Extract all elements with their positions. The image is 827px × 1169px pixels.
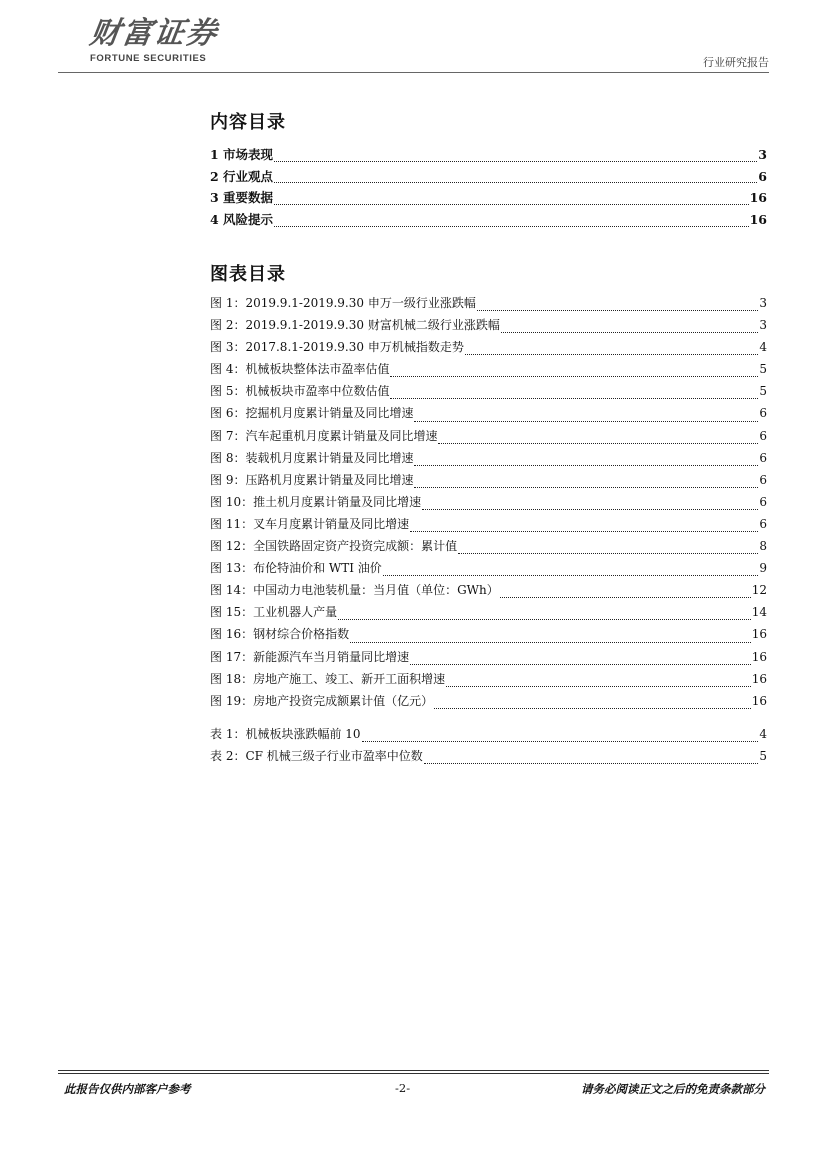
- figures-title: 图表目录: [210, 264, 286, 285]
- dot-leader: [414, 487, 758, 488]
- toc-entry-page: 6: [759, 406, 767, 421]
- toc-entry-page: 6: [759, 494, 767, 509]
- toc-entry[interactable]: [210, 515, 767, 537]
- figures-list: [210, 294, 767, 714]
- dot-leader: [383, 575, 759, 576]
- toc-entry[interactable]: [210, 725, 767, 747]
- dot-leader: [501, 332, 759, 333]
- toc-entry-label: 图 19：房地产投资完成额累计值（亿元）: [210, 693, 434, 708]
- toc-entry[interactable]: [210, 559, 767, 581]
- toc-entry-page: 9: [759, 561, 767, 576]
- page-number: -2-: [395, 1081, 411, 1095]
- toc-entry[interactable]: [210, 581, 767, 603]
- dot-leader: [410, 531, 758, 532]
- tables-list: [210, 725, 767, 769]
- contents-section: [210, 108, 767, 134]
- toc-entry-label: 图 9：压路机月度累计销量及同比增速: [210, 472, 414, 487]
- toc-entry[interactable]: [210, 747, 767, 769]
- dot-leader: [434, 708, 751, 709]
- dot-leader: [446, 686, 751, 687]
- dot-leader: [422, 509, 758, 510]
- toc-entry-page: 3: [759, 318, 767, 333]
- toc-entry[interactable]: [210, 360, 767, 382]
- contents-list: [210, 145, 767, 232]
- toc-entry[interactable]: [210, 404, 767, 426]
- dot-leader: [465, 354, 759, 355]
- toc-entry-page: 14: [751, 605, 767, 620]
- toc-entry[interactable]: [210, 294, 767, 316]
- toc-entry-label: 图 7：汽车起重机月度累计销量及同比增速: [210, 428, 438, 443]
- toc-entry[interactable]: [210, 167, 767, 189]
- toc-entry-label: 图 1：2019.9.1-2019.9.30 申万一级行业涨跌幅: [210, 296, 476, 310]
- toc-entry[interactable]: [210, 210, 767, 232]
- toc-entry-label: 图 5：机械板块市盈率中位数估值: [210, 384, 390, 399]
- toc-entry-label: 表 1：机械板块涨跌幅前 10: [210, 727, 361, 741]
- toc-entry-page: 6: [758, 168, 767, 184]
- toc-entry[interactable]: [210, 449, 767, 471]
- report-type-label: 行业研究报告: [703, 56, 769, 69]
- toc-entry-page: 5: [759, 749, 767, 764]
- toc-entry-page: 5: [759, 384, 767, 399]
- contents-title: 内容目录: [210, 112, 286, 133]
- toc-entry-label: 图 2：2019.9.1-2019.9.30 财富机械二级行业涨跌幅: [210, 318, 500, 333]
- company-logo: [87, 16, 250, 64]
- toc-entry-page: 16: [751, 693, 767, 708]
- toc-entry-page: 8: [759, 539, 767, 554]
- toc-entry[interactable]: [210, 471, 767, 493]
- toc-entry[interactable]: [210, 603, 767, 625]
- toc-entry-page: 16: [749, 190, 767, 206]
- dot-leader: [274, 161, 757, 162]
- dot-leader: [414, 465, 758, 466]
- toc-entry[interactable]: [210, 188, 767, 210]
- toc-entry-label: 3 重要数据: [210, 190, 274, 206]
- toc-entry-page: 5: [759, 362, 767, 377]
- footer-divider-second: [58, 1073, 769, 1074]
- toc-entry-label: 图 12：全国铁路固定资产投资完成额：累计值: [210, 539, 458, 554]
- toc-entry[interactable]: [210, 537, 767, 559]
- toc-entry[interactable]: [210, 427, 767, 449]
- logo-chinese-name: 财富证券: [87, 16, 221, 51]
- dot-leader: [274, 182, 757, 183]
- header-divider: [58, 72, 769, 73]
- dot-leader: [424, 763, 759, 764]
- dot-leader: [274, 204, 749, 205]
- toc-entry-label: 表 2：CF 机械三级子行业市盈率中位数: [210, 749, 423, 764]
- footer-disclaimer-left: 此报告仅供内部客户参考: [64, 1082, 191, 1096]
- logo-english-name: FORTUNE SECURITIES: [90, 53, 207, 64]
- toc-entry-page: 4: [759, 727, 767, 741]
- toc-entry[interactable]: [210, 145, 767, 167]
- toc-entry-label: 图 3：2017.8.1-2019.9.30 申万机械指数走势: [210, 340, 464, 355]
- dot-leader: [390, 376, 758, 377]
- dot-leader: [477, 310, 759, 311]
- toc-entry-page: 16: [751, 649, 767, 664]
- toc-entry-page: 3: [759, 296, 767, 310]
- dot-leader: [414, 421, 758, 422]
- dot-leader: [338, 619, 751, 620]
- toc-entry-label: 图 15：工业机器人产量: [210, 605, 338, 620]
- toc-entry-label: 1 市场表现: [210, 147, 274, 162]
- toc-entry-label: 图 6：挖掘机月度累计销量及同比增速: [210, 406, 414, 421]
- toc-entry-page: 16: [751, 627, 767, 642]
- toc-entry-label: 图 13：布伦特油价和 WTI 油价: [210, 561, 382, 576]
- toc-entry-label: 图 4：机械板块整体法市盈率估值: [210, 362, 390, 377]
- toc-entry-label: 图 11：叉车月度累计销量及同比增速: [210, 516, 410, 531]
- toc-entry-page: 6: [759, 516, 767, 531]
- toc-entry-page: 16: [749, 212, 767, 228]
- toc-entry-page: 3: [758, 147, 767, 162]
- toc-entry-page: 12: [751, 583, 767, 598]
- toc-entry-label: 2 行业观点: [210, 168, 274, 184]
- toc-entry[interactable]: [210, 493, 767, 515]
- footer-divider: [58, 1070, 769, 1071]
- toc-entry[interactable]: [210, 648, 767, 670]
- dot-leader: [500, 597, 751, 598]
- footer-disclaimer-right: 请务必阅读正文之后的免责条款部分: [581, 1082, 765, 1096]
- toc-entry-label: 图 14：中国动力电池装机量：当月值（单位：GWh）: [210, 583, 499, 598]
- toc-entry-page: 16: [751, 671, 767, 686]
- dot-leader: [438, 443, 758, 444]
- toc-entry-label: 4 风险提示: [210, 212, 274, 228]
- toc-entry-label: 图 10：推土机月度累计销量及同比增速: [210, 494, 422, 509]
- dot-leader: [458, 553, 758, 554]
- toc-entry-label: 图 16：钢材综合价格指数: [210, 627, 350, 642]
- dot-leader: [274, 226, 749, 227]
- toc-entry-page: 6: [759, 450, 767, 465]
- toc-entry-page: 4: [759, 340, 767, 355]
- toc-entry[interactable]: [210, 692, 767, 714]
- toc-entry-page: 6: [759, 428, 767, 443]
- dot-leader: [362, 741, 759, 742]
- toc-entry-label: 图 17：新能源汽车当月销量同比增速: [210, 649, 410, 664]
- dot-leader: [350, 642, 751, 643]
- toc-entry-label: 图 8：装载机月度累计销量及同比增速: [210, 450, 414, 465]
- toc-entry-label: 图 18：房地产施工、竣工、新开工面积增速: [210, 671, 446, 686]
- toc-entry[interactable]: [210, 670, 767, 692]
- figures-section: [210, 260, 767, 286]
- toc-entry[interactable]: [210, 625, 767, 647]
- dot-leader: [410, 664, 751, 665]
- toc-entry[interactable]: [210, 338, 767, 360]
- toc-entry[interactable]: [210, 382, 767, 404]
- toc-entry-page: 6: [759, 472, 767, 487]
- toc-entry[interactable]: [210, 316, 767, 338]
- dot-leader: [390, 398, 758, 399]
